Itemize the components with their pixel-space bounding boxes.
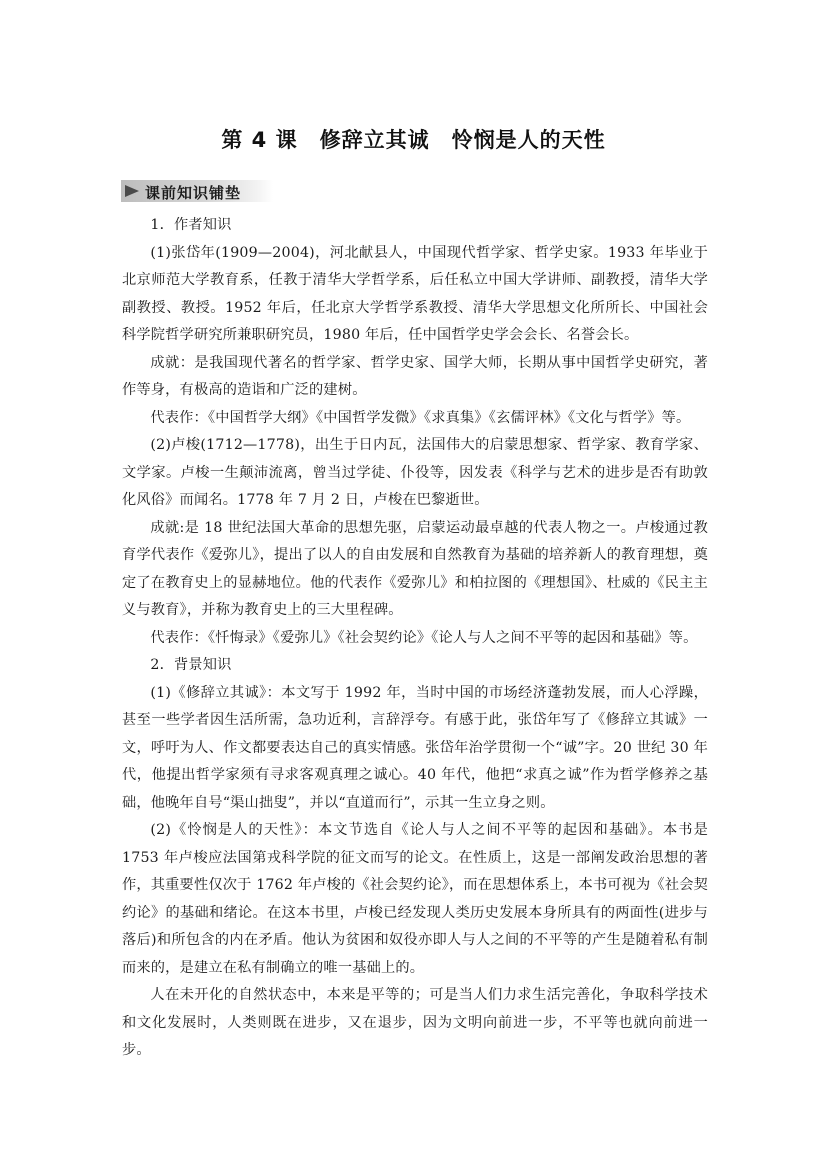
paragraph: 代表作：《忏悔录》《爱弥儿》《社会契约论》《论人与人之间不平等的起因和基础》等。 (150, 629, 698, 646)
page-title: 第 4 课 修辞立其诚 怜悯是人的天性 (221, 128, 606, 152)
document-body (122, 212, 708, 1065)
paragraph: (1)《修辞立其诚》：本文写于 1992 年，当时中国的市场经济蓬勃发展，而人心浮躁，甚至一些学者因生活所需，急功近利，言辞浮夸。有感于此，张岱年写了《修辞立其诚》一文，呼吁为人、作文都要表达自己的真实情感。张岱年治学贯彻一个“诚”字。20 世纪 30 年代，他提出哲学家须有寻求客观真理之诚心。40 年代，他把“求真之诚”作为哲学修养之基础，他晚年自号“渠山拙叟”，并以“直道而行”，示其一生立身之则。 (122, 684, 708, 811)
paragraph: (2)卢梭(1712—1778)，出生于日内瓦，法国伟大的启蒙思想家、哲学家、教育学家、文学家。卢梭一生颠沛流离，曾当过学徒、仆役等，因发表《科学与艺术的进步是否有助敦化风俗》而闻名。1778 年 7 月 2 日，卢梭在巴黎逝世。 (122, 437, 708, 508)
section-heading: 1．作者知识 (150, 217, 232, 233)
paragraph: (1)张岱年(1909—2004)，河北献县人，中国现代哲学家、哲学史家。1933 年毕业于北京师范大学教育系，任教于清华大学哲学系，后任私立中国大学讲师、副教授，清华大学副教授、教授。1952 年后，任北京大学哲学系教授、清华大学思想文化所所长、中国社会科学院哲学研究所兼职研究员，1980 年后，任中国哲学史学会会长、名誉会长。 (122, 244, 708, 343)
section-banner (121, 180, 273, 202)
arrow-icon (125, 185, 139, 197)
section-heading: 2．背景知识 (150, 657, 232, 673)
paragraph: 成就:是 18 世纪法国大革命的思想先驱，启蒙运动最卓越的代表人物之一。卢梭通过教育学代表作《爱弥儿》，提出了以人的自由发展和自然教育为基础的培养新人的教育理想，奠定了在教育史上的显赫地位。他的代表作《爱弥儿》和柏拉图的《理想国》、杜威的《民主主义与教育》，并称为教育史上的三大里程碑。 (122, 519, 708, 618)
paragraph: 代表作：《中国哲学大纲》《中国哲学发微》《求真集》《玄儒评林》《文化与哲学》等。 (150, 409, 691, 426)
paragraph: 人在未开化的自然状态中，本来是平等的；可是当人们力求生活完善化，争取科学技术和文化发展时，人类则既在进步，又在退步，因为文明向前进一步，不平等也就向前进一步。 (122, 987, 708, 1058)
section-banner-label: 课前知识铺垫 (145, 184, 242, 202)
paragraph: (2)《怜悯是人的天性》：本文节选自《论人与人之间不平等的起因和基础》。本书是 1753 年卢梭应法国第戎科学院的征文而写的论文。在性质上，这是一部阐发政治思想的著作，其重要性仅次于 1762 年卢梭的《社会契约论》，而在思想体系上，本书可视为《社会契约论》的基础和绪论。在这本书里，卢梭已经发现人类历史发展本身所具有的两面性(进步与落后)和所包含的内在矛盾。他认为贫困和奴役亦即人与人之间的不平等的产生是随着私有制而来的，是建立在私有制确立的唯一基础上的。 (122, 822, 708, 976)
paragraph: 成就：是我国现代著名的哲学家、哲学史家、国学大师，长期从事中国哲学史研究，著作等身，有极高的造诣和广泛的建树。 (122, 354, 708, 398)
